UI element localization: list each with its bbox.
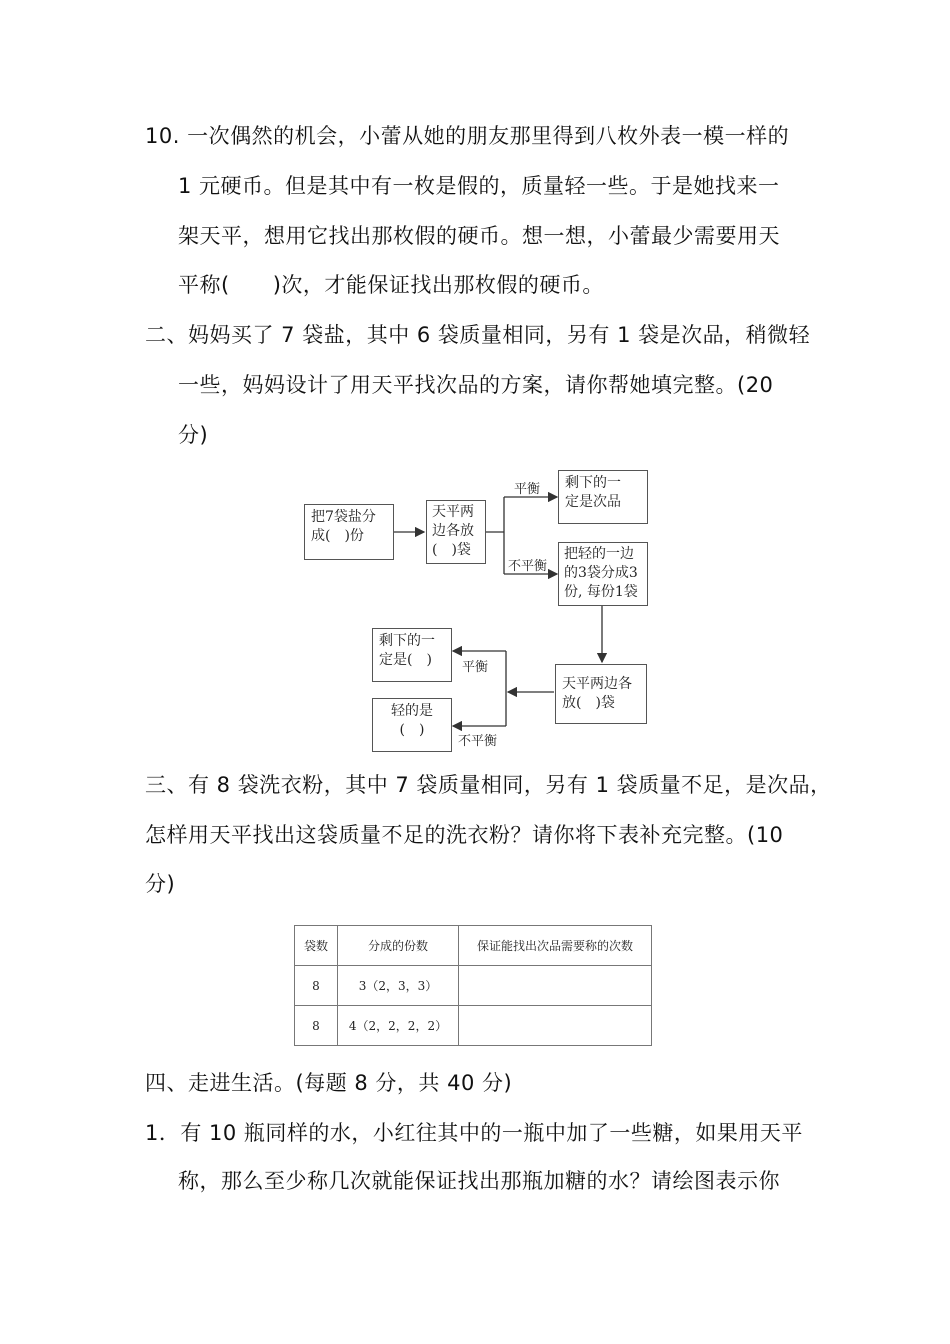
box-remaining-defect: 剩下的一 定是次品 — [558, 470, 648, 524]
table-row — [295, 1006, 652, 1046]
section2-line-1: 二、妈妈买了 7 袋盐，其中 6 袋质量相同，另有 1 袋是次品，稍微轻 — [145, 323, 811, 347]
label-balanced-1: 平衡 — [514, 482, 541, 497]
table-header-row — [295, 926, 652, 966]
cell-groups: 3（2，3，3） — [338, 966, 459, 1006]
flowchart — [292, 466, 657, 758]
section4-q1-line-1: 1．有 10 瓶同样的水，小红往其中的一瓶中加了一些糖，如果用天平 — [145, 1121, 803, 1145]
section3-line-1: 三、有 8 袋洗衣粉，其中 7 袋质量相同，另有 1 袋质量不足，是次品， — [145, 773, 832, 797]
box-light-is: 轻的是 ( ) — [372, 698, 452, 752]
section3-line-3: 分) — [145, 872, 176, 896]
table-row — [295, 966, 652, 1006]
q10-line-4: 平称( )次，才能保证找出那枚假的硬币。 — [178, 273, 604, 297]
cell-groups: 4（2，2，2，2） — [338, 1006, 459, 1046]
header-weighings: 保证能找出次品需要称的次数 — [459, 926, 652, 966]
label-unbalanced-1: 不平衡 — [508, 559, 548, 574]
header-bag-count: 袋数 — [295, 926, 338, 966]
label-balanced-2: 平衡 — [462, 660, 489, 675]
box-remaining-is: 剩下的一 定是( ) — [372, 628, 452, 682]
section4-title: 四、走进生活。(每题 8 分，共 40 分) — [145, 1071, 513, 1095]
q10-line-3: 架天平，想用它找出那枚假的硬币。想一想，小蕾最少需要用天 — [178, 224, 780, 248]
section4-q1-line-2: 称，那么至少称几次就能保证找出那瓶加糖的水？请绘图表示你 — [178, 1169, 780, 1193]
section2-line-3: 分) — [178, 423, 209, 447]
section2-line-2: 一些，妈妈设计了用天平找次品的方案，请你帮她填完整。(20 — [178, 373, 774, 397]
label-unbalanced-2: 不平衡 — [458, 734, 498, 749]
q10-line-2: 1 元硬币。但是其中有一枚是假的，质量轻一些。于是她找来一 — [178, 174, 780, 198]
header-groups: 分成的份数 — [338, 926, 459, 966]
cell-bag-count: 8 — [295, 966, 338, 1006]
section3-line-2: 怎样用天平找出这袋质量不足的洗衣粉？请你将下表补充完整。(10 — [145, 823, 784, 847]
box-split-into-groups: 把7袋盐分 成( )份 — [304, 504, 394, 560]
box-each-side: 天平两 边各放 ( )袋 — [426, 500, 486, 564]
cell-bag-count: 8 — [295, 1006, 338, 1046]
q10-line-1: 10. 一次偶然的机会，小蕾从她的朋友那里得到八枚外表一模一样的 — [145, 124, 790, 148]
cell-weighings-answer[interactable] — [459, 966, 652, 1006]
box-each-side-2: 天平两边各 放( )袋 — [555, 664, 647, 724]
box-split-three: 把轻的一边 的3袋分成3 份, 每份1袋 — [558, 542, 648, 606]
cell-weighings-answer[interactable] — [459, 1006, 652, 1046]
bags-table — [294, 925, 652, 1046]
